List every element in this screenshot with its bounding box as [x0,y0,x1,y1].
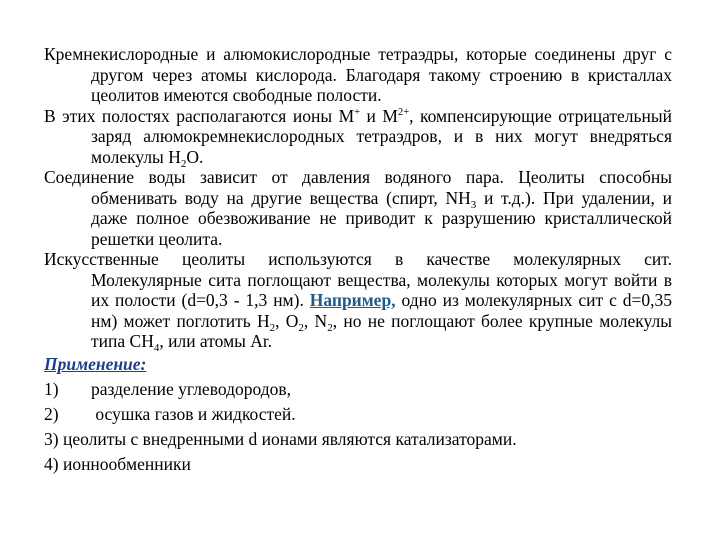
n2-subscript: 2 [327,321,333,334]
ch4-subscript: 4 [153,342,160,354]
application-heading-line [44,352,672,377]
example-link[interactable]: Например, [309,290,396,310]
paragraph-sieves [44,249,672,352]
list-item-number: 2) [44,403,59,424]
sieves-text-6: , или атомы Ar. [159,331,273,351]
water-text-2: и т.д.). При удалении, и даже полное обезвоживание не приводит к разрушению кристаллической решетки цеолита. [91,187,672,249]
water-subscript: 2 [180,157,187,170]
h2-subscript: 2 [269,321,276,334]
application-heading[interactable]: Применение: [44,353,147,374]
list-item [44,377,672,402]
sieves-text-5: , но не поглощают более крупные молекулы типа СН [91,310,673,351]
sieves-text-4: , N [303,310,328,331]
sieves-text-3: , О [275,310,299,331]
sieves-text-1: Искусственные цеолиты используются в качестве молекулярных сит. Молекулярные сита поглощают вещества, молекулы которых могут войти в их полости (d=0,3 - 1,3 нм). [44,249,672,310]
ions-text-2: и М [360,105,398,126]
paragraph-tetrahedra [44,44,672,106]
ion-charge-plus: + [354,106,361,118]
ammonia-subscript: 3 [470,198,477,211]
list-item-text: разделение углеводородов, [91,378,292,399]
list-item-number: 4) [44,453,59,474]
paragraph-tetrahedra-text: Кремнекислородные и алюмокислородные тетраэдры, которые соединены друг с другом через атомы кислорода. Благодаря такому строению в кристаллах цеолитов имеются свободные полости. [44,44,672,105]
ions-text-4: О. [186,146,204,167]
ions-text-1: В этих полостях располагаются ионы М [44,105,355,126]
ions-text-3: , компенсирующие отрицательный заряд алюмокремнекислородных тетраэдров, и в них могут внедряться молекулы Н [91,105,672,167]
list-item-text: цеолиты с внедренными d ионами являются катализаторами. [58,428,517,449]
sieves-text-2: одно из молекулярных сит с d=0,35 нм) может поглотить Н [91,290,672,331]
ion-charge-2plus: 2+ [397,106,410,118]
paragraph-ions [44,106,672,168]
paragraph-water [44,167,672,249]
water-text-1: Соединение воды зависит от давления водяного пара. Цеолиты способны обменивать воду на другие вещества (спирт, NН [44,167,672,208]
o2-subscript: 2 [298,321,304,334]
list-item-text: ионнообменники [58,453,191,474]
list-item [44,402,672,427]
list-item [44,452,672,477]
list-item-number: 3) [44,428,59,449]
list-item-number: 1) [44,378,59,399]
list-item-text: осушка газов и жидкостей. [91,403,296,424]
list-item [44,427,672,452]
slide-content [44,44,672,477]
